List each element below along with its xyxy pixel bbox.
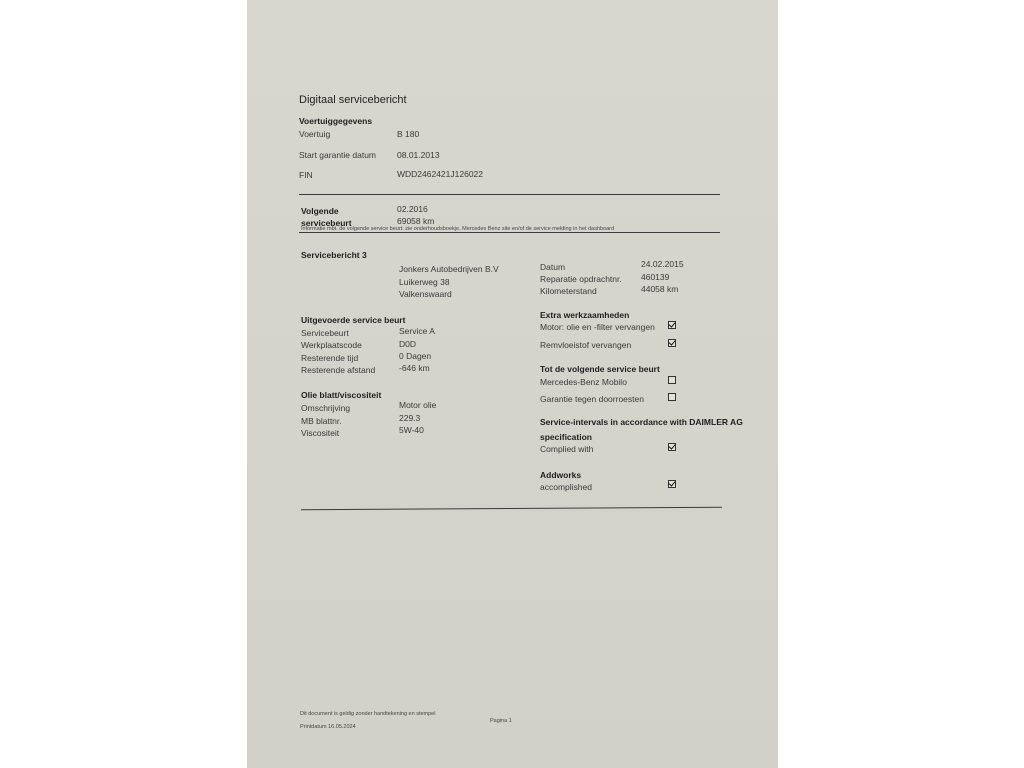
- oil-mb-value: 229.3: [399, 413, 421, 423]
- footer-validity: Dit document is geldig zonder handtekening en stempel: [300, 711, 436, 717]
- warranty-value: 08.01.2013: [397, 150, 440, 160]
- warranty-label: Start garantie datum: [299, 150, 377, 160]
- footer-page-number: Pagina 1: [490, 718, 512, 724]
- document-page: [247, 0, 778, 768]
- extra-item-label: Remvloeistof vervangen: [540, 340, 632, 350]
- oil-heading: Olie blatt/viscositeit: [301, 390, 382, 400]
- divider: [299, 232, 720, 233]
- code-value: D0D: [399, 339, 417, 349]
- next-service-date: 02.2016: [397, 204, 428, 214]
- until-next-heading: Tot de volgende service beurt: [540, 364, 660, 374]
- oil-mb-label: MB blattnr.: [301, 416, 342, 426]
- intervals-heading-1: Service-intervals in accordance with DAIMLER AG: [540, 417, 743, 427]
- until-next-item-label: Garantie tegen doorroesten: [540, 394, 644, 404]
- checkbox-brake-fluid[interactable]: [668, 339, 676, 347]
- extra-item-label: Motor: olie en -filter vervangen: [540, 322, 655, 332]
- document-title: Digitaal servicebericht: [299, 94, 407, 106]
- report-heading: Servicebericht 3: [301, 250, 367, 260]
- fin-label: FIN: [299, 170, 313, 180]
- next-service-note: Informatie mbt. de volgende service beurt: zie onderhoudsboekje, Mercedes Benz site en/of de service melding in het dashboard: [301, 226, 615, 232]
- oil-desc-label: Omschrijving: [301, 403, 351, 413]
- intervals-item-label: Complied with: [540, 444, 594, 454]
- checkbox-accomplished[interactable]: [668, 480, 676, 488]
- service-value: Service A: [399, 326, 435, 336]
- intervals-heading-2: specification: [540, 432, 592, 442]
- mileage-label: Kilometerstand: [540, 286, 597, 296]
- divider: [299, 194, 720, 195]
- mileage-value: 44058 km: [641, 284, 679, 294]
- extra-heading: Extra werkzaamheden: [540, 310, 630, 320]
- dist-label: Resterende afstand: [301, 365, 376, 375]
- address-line-2: Luikerweg 38: [399, 277, 450, 287]
- oil-visc-value: 5W-40: [399, 425, 424, 435]
- vehicle-value: B 180: [397, 129, 420, 139]
- order-label: Reparatie opdrachtnr.: [540, 274, 622, 284]
- addworks-item-label: accomplished: [540, 482, 592, 492]
- order-value: 460139: [641, 272, 670, 282]
- next-service-heading-2: servicebeurt: [301, 218, 352, 228]
- addworks-heading: Addworks: [540, 470, 582, 480]
- next-service-heading-1: Volgende: [301, 206, 339, 216]
- address-line-3: Valkenswaard: [399, 289, 452, 299]
- vehicle-heading: Voertuiggegevens: [299, 116, 373, 126]
- code-label: Werkplaatscode: [301, 340, 362, 350]
- dist-value: -646 km: [399, 363, 430, 373]
- checkbox-oil-filter[interactable]: [668, 321, 676, 329]
- address-line-1: Jonkers Autobedrijven B.V: [399, 264, 499, 274]
- checkbox-rust-warranty[interactable]: [668, 393, 676, 401]
- time-label: Resterende tijd: [301, 353, 359, 363]
- next-service-distance: 69058 km: [397, 216, 435, 226]
- date-value: 24.02.2015: [641, 259, 684, 269]
- date-label: Datum: [540, 262, 566, 272]
- oil-visc-label: Viscositeit: [301, 428, 340, 438]
- footer-print-date: Printdatum 16.05.2024: [300, 724, 356, 730]
- until-next-item-label: Mercedes-Benz Mobilo: [540, 377, 627, 387]
- fin-value: WDD2462421J126022: [397, 169, 484, 179]
- performed-heading: Uitgevoerde service beurt: [301, 315, 406, 325]
- oil-desc-value: Motor olie: [399, 400, 437, 410]
- checkbox-complied[interactable]: [668, 443, 676, 451]
- checkbox-mobilo[interactable]: [668, 376, 676, 384]
- divider: [301, 507, 722, 511]
- vehicle-label: Voertuig: [299, 129, 331, 139]
- time-value: 0 Dagen: [399, 351, 432, 361]
- service-label: Servicebeurt: [301, 328, 349, 338]
